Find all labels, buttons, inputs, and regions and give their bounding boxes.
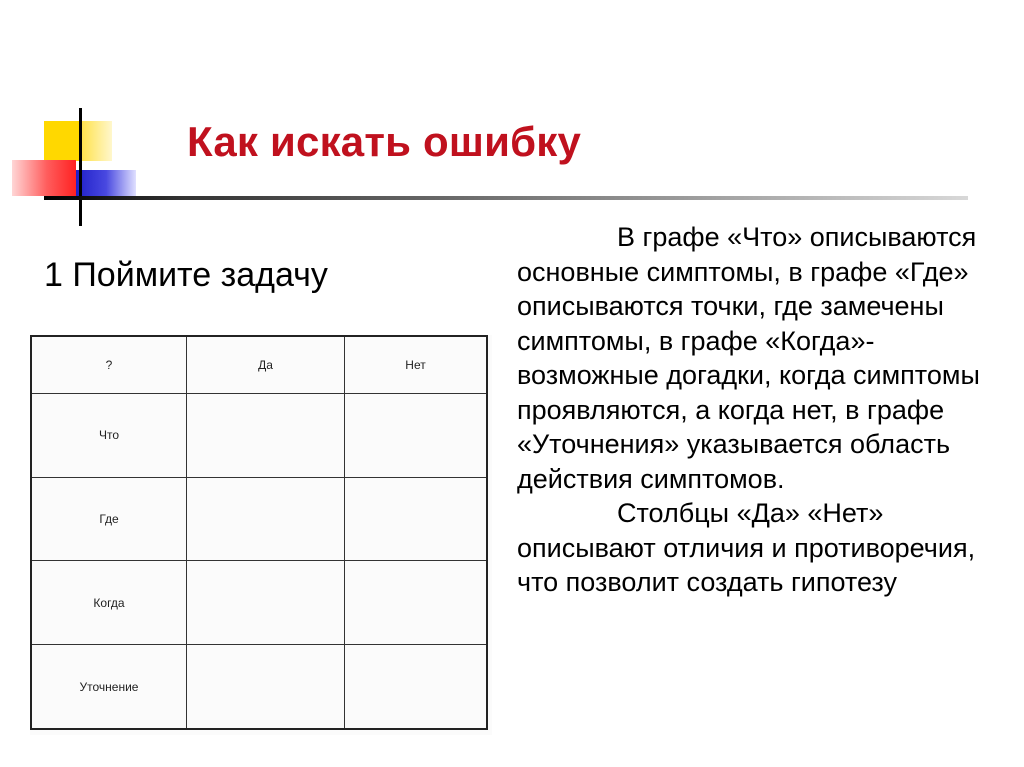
yellow-square xyxy=(44,121,82,161)
table-cell xyxy=(187,477,345,561)
table-row xyxy=(31,477,487,561)
explanation-text xyxy=(517,220,987,600)
red-gradient-bar xyxy=(12,160,76,196)
table-cell xyxy=(345,393,488,477)
table-cell xyxy=(187,561,345,645)
table-row-label: Что xyxy=(31,393,187,477)
table-cell xyxy=(345,561,488,645)
slide-title: Как искать ошибку xyxy=(187,118,582,165)
table-row-label: Где xyxy=(31,477,187,561)
scanned-table-image xyxy=(30,335,492,735)
yellow-gradient-square xyxy=(82,121,112,161)
table-header-cell: Нет xyxy=(345,336,488,393)
table-cell xyxy=(187,645,345,729)
table-cell xyxy=(345,645,488,729)
table-cell xyxy=(345,477,488,561)
table-header-cell: ? xyxy=(31,336,187,393)
paragraph-2-text: Столбцы «Да» «Нет» описывают отличия и противоречия, что позволит создать гипотезу xyxy=(517,498,976,597)
paragraph-1-text: В графе «Что» описываются основные симптомы, в графе «Где» описываются точки, где замечены симптомы, в графе «Когда»-возможные догадки, когда симптомы проявляются, а когда нет, в графе «Уточнения» указывается область действия симптомов. xyxy=(517,222,980,494)
explanation-paragraph-2 xyxy=(517,496,987,600)
table-cell xyxy=(187,393,345,477)
title-underline-rule xyxy=(44,196,968,200)
table-row-label: Уточнение xyxy=(31,645,187,729)
slide-subtitle: 1 Поймите задачу xyxy=(44,256,328,294)
table-row-label: Когда xyxy=(31,561,187,645)
table-header-row xyxy=(31,336,487,393)
table-row xyxy=(31,561,487,645)
analysis-table xyxy=(30,335,488,730)
table-header-cell: Да xyxy=(187,336,345,393)
vertical-rule xyxy=(79,108,82,226)
explanation-paragraph-1 xyxy=(517,220,987,496)
table-row xyxy=(31,393,487,477)
decorative-header-graphic xyxy=(0,0,1024,230)
table-row xyxy=(31,645,487,729)
